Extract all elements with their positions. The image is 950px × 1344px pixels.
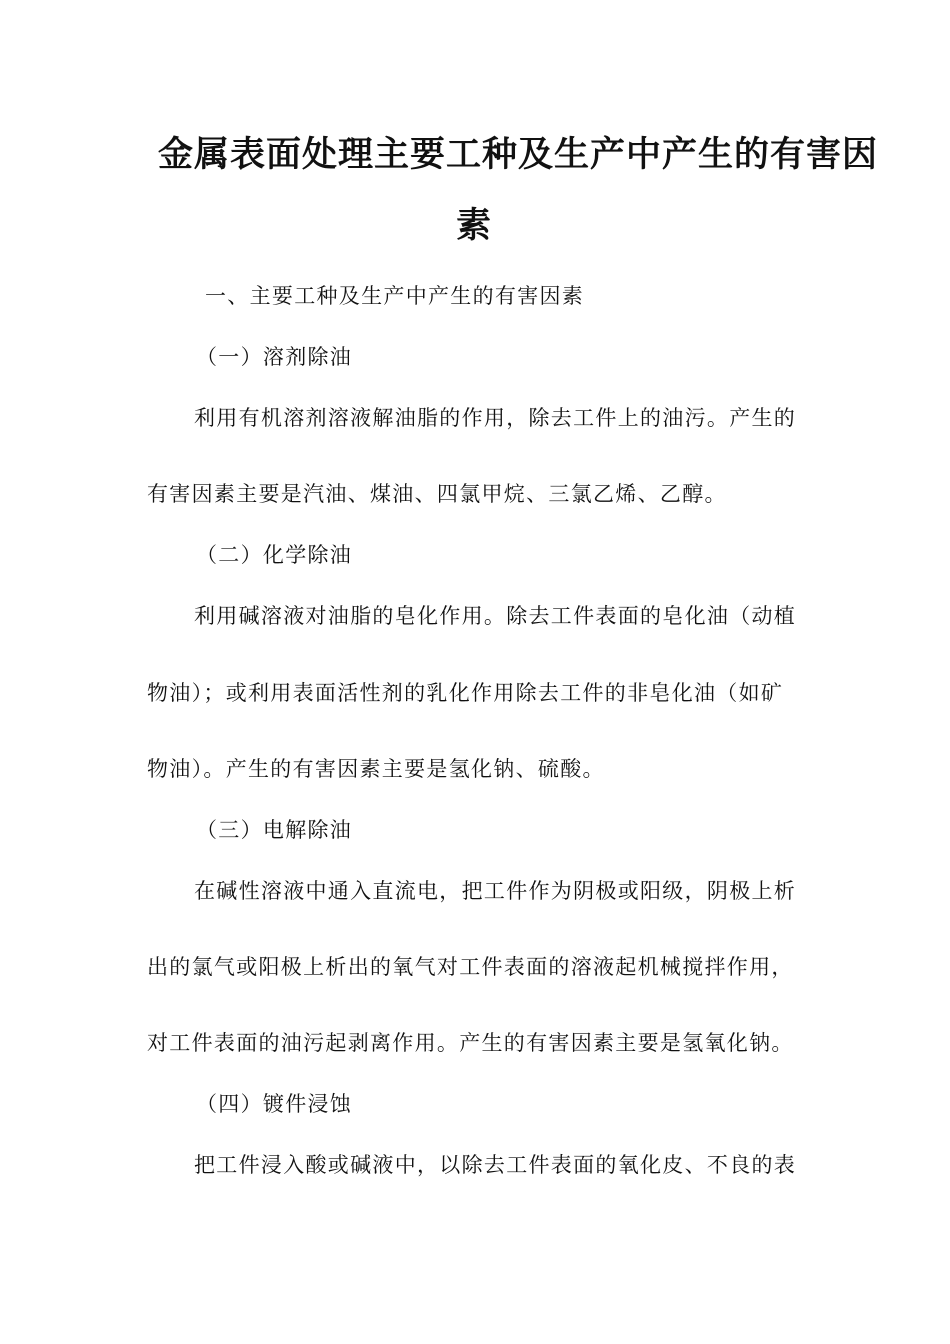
- document-title-line-2: 素: [456, 205, 493, 246]
- paragraph-line: 把工件浸入酸或碱液中，以除去工件表面的氧化皮、不良的表: [194, 1153, 797, 1177]
- paragraph-line: 物油）；或利用表面活性剂的乳化作用除去工件的非皂化油（如矿: [147, 681, 784, 705]
- subsection-heading-1: （一）溶剂除油: [196, 345, 353, 369]
- paragraph-line: 出的氯气或阳极上析出的氧气对工件表面的溶液起机械搅拌作用，: [147, 955, 794, 979]
- paragraph-line: 物油）。产生的有害因素主要是氢化钠、硫酸。: [147, 757, 605, 781]
- paragraph-line: 利用有机溶剂溶液解油脂的作用，除去工件上的油污。产生的: [194, 406, 797, 430]
- section-heading: 一、主要工种及生产中产生的有害因素: [205, 284, 585, 308]
- paragraph-line: 有害因素主要是汽油、煤油、四氯甲烷、三氯乙烯、乙醇。: [147, 482, 727, 506]
- subsection-heading-3: （三）电解除油: [196, 818, 353, 842]
- subsection-heading-2: （二）化学除油: [196, 543, 353, 567]
- subsection-heading-4: （四）镀件浸蚀: [196, 1092, 353, 1116]
- document-title-line-1: 金属表面处理主要工种及生产中产生的有害因: [158, 134, 879, 175]
- paragraph-line: 在碱性溶液中通入直流电，把工件作为阴极或阳级，阴极上析: [194, 879, 797, 903]
- paragraph-line: 对工件表面的油污起剥离作用。产生的有害因素主要是氢氧化钠。: [147, 1031, 794, 1055]
- paragraph-line: 利用碱溶液对油脂的皂化作用。除去工件表面的皂化油（动植: [194, 604, 797, 628]
